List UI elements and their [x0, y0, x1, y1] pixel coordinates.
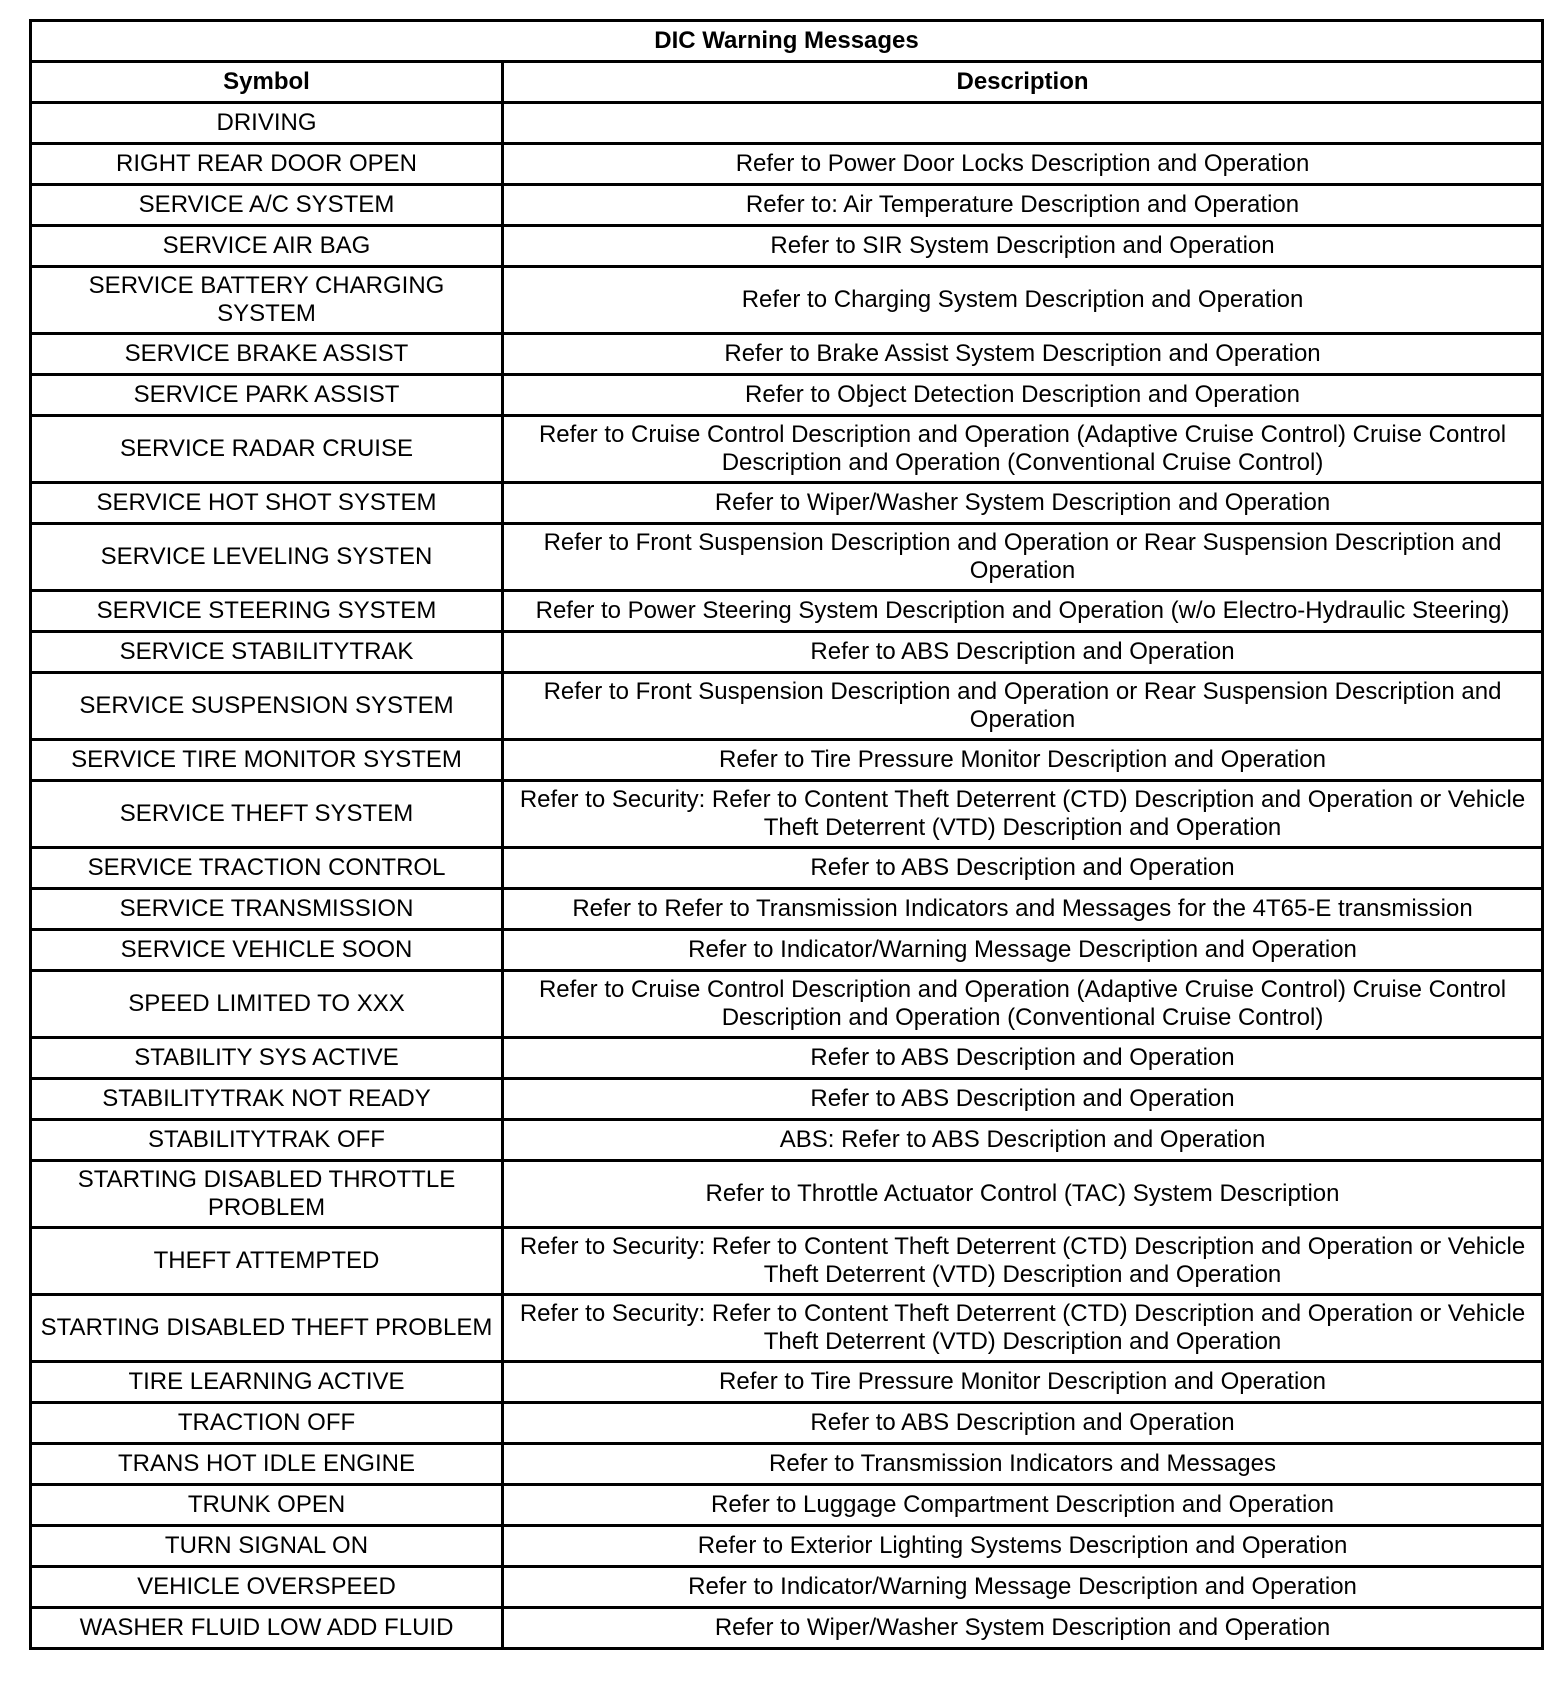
table-row [31, 1362, 1543, 1403]
table-row [31, 375, 1543, 416]
table-row [31, 781, 1543, 848]
symbol-cell: DRIVING [31, 103, 503, 144]
symbol-cell: STABILITY SYS ACTIVE [31, 1038, 503, 1079]
description-column-header: Description [503, 62, 1543, 103]
table-row [31, 1526, 1543, 1567]
table-row [31, 416, 1543, 483]
table-row [31, 483, 1543, 524]
symbol-cell: SERVICE A/C SYSTEM [31, 185, 503, 226]
description-cell: Refer to Object Detection Description and Operation [503, 375, 1543, 416]
table-row [31, 1608, 1543, 1649]
symbol-cell: TIRE LEARNING ACTIVE [31, 1362, 503, 1403]
symbol-cell: SERVICE BATTERY CHARGING SYSTEM [31, 267, 503, 334]
description-cell: Refer to ABS Description and Operation [503, 1038, 1543, 1079]
table-row [31, 1403, 1543, 1444]
table-body [31, 103, 1543, 1649]
description-cell: Refer to Indicator/Warning Message Description and Operation [503, 1567, 1543, 1608]
symbol-cell: STARTING DISABLED THROTTLE PROBLEM [31, 1161, 503, 1228]
table-row [31, 632, 1543, 673]
symbol-cell: VEHICLE OVERSPEED [31, 1567, 503, 1608]
description-cell: Refer to Indicator/Warning Message Description and Operation [503, 930, 1543, 971]
description-cell: Refer to SIR System Description and Operation [503, 226, 1543, 267]
symbol-cell: RIGHT REAR DOOR OPEN [31, 144, 503, 185]
symbol-cell: WASHER FLUID LOW ADD FLUID [31, 1608, 503, 1649]
table-row [31, 334, 1543, 375]
description-cell: Refer to Brake Assist System Description and Operation [503, 334, 1543, 375]
table-row [31, 1444, 1543, 1485]
description-cell: Refer to Security: Refer to Content Theft Deterrent (CTD) Description and Operation or Vehicle Theft Deterrent (VTD) Description and Operation [503, 1295, 1543, 1362]
symbol-cell: SERVICE BRAKE ASSIST [31, 334, 503, 375]
description-cell: Refer to Exterior Lighting Systems Description and Operation [503, 1526, 1543, 1567]
symbol-cell: TRANS HOT IDLE ENGINE [31, 1444, 503, 1485]
table-row [31, 1079, 1543, 1120]
description-cell: Refer to Power Steering System Description and Operation (w/o Electro-Hydraulic Steering) [503, 591, 1543, 632]
description-cell: Refer to Wiper/Washer System Description and Operation [503, 483, 1543, 524]
symbol-cell: SERVICE PARK ASSIST [31, 375, 503, 416]
description-cell: Refer to Tire Pressure Monitor Description and Operation [503, 740, 1543, 781]
dic-warning-messages-table [29, 19, 1544, 1650]
symbol-cell: SERVICE AIR BAG [31, 226, 503, 267]
symbol-cell: SERVICE VEHICLE SOON [31, 930, 503, 971]
symbol-cell: SERVICE HOT SHOT SYSTEM [31, 483, 503, 524]
symbol-cell: STARTING DISABLED THEFT PROBLEM [31, 1295, 503, 1362]
table-row [31, 591, 1543, 632]
table-header-row [31, 62, 1543, 103]
description-cell: ABS: Refer to ABS Description and Operation [503, 1120, 1543, 1161]
table-row [31, 524, 1543, 591]
symbol-cell: SERVICE THEFT SYSTEM [31, 781, 503, 848]
description-cell: Refer to Transmission Indicators and Messages [503, 1444, 1543, 1485]
table-row [31, 267, 1543, 334]
table-row [31, 1161, 1543, 1228]
table-row [31, 971, 1543, 1038]
table-row [31, 889, 1543, 930]
symbol-cell: TRUNK OPEN [31, 1485, 503, 1526]
symbol-cell: SERVICE STABILITYTRAK [31, 632, 503, 673]
table-row [31, 226, 1543, 267]
symbol-cell: SERVICE SUSPENSION SYSTEM [31, 673, 503, 740]
table-row [31, 1485, 1543, 1526]
description-cell: Refer to Refer to Transmission Indicators and Messages for the 4T65-E transmission [503, 889, 1543, 930]
symbol-cell: TRACTION OFF [31, 1403, 503, 1444]
table-title-row [31, 21, 1543, 62]
description-cell: Refer to Charging System Description and Operation [503, 267, 1543, 334]
description-cell: Refer to ABS Description and Operation [503, 1403, 1543, 1444]
description-cell: Refer to ABS Description and Operation [503, 1079, 1543, 1120]
table-row [31, 103, 1543, 144]
description-cell: Refer to Security: Refer to Content Theft Deterrent (CTD) Description and Operation or Vehicle Theft Deterrent (VTD) Description and Operation [503, 781, 1543, 848]
table-row [31, 144, 1543, 185]
description-cell: Refer to Wiper/Washer System Description and Operation [503, 1608, 1543, 1649]
description-cell: Refer to ABS Description and Operation [503, 848, 1543, 889]
symbol-cell: STABILITYTRAK OFF [31, 1120, 503, 1161]
table-row [31, 930, 1543, 971]
symbol-column-header: Symbol [31, 62, 503, 103]
symbol-cell: SERVICE RADAR CRUISE [31, 416, 503, 483]
symbol-cell: SERVICE TIRE MONITOR SYSTEM [31, 740, 503, 781]
table-row [31, 185, 1543, 226]
table-row [31, 1567, 1543, 1608]
symbol-cell: SPEED LIMITED TO XXX [31, 971, 503, 1038]
description-cell: Refer to ABS Description and Operation [503, 632, 1543, 673]
table-row [31, 1228, 1543, 1295]
description-cell: Refer to Power Door Locks Description and Operation [503, 144, 1543, 185]
description-cell: Refer to Cruise Control Description and Operation (Adaptive Cruise Control) Cruise Control Description and Operation (Conventional Cruise Control) [503, 416, 1543, 483]
description-cell: Refer to Front Suspension Description and Operation or Rear Suspension Description and Operation [503, 524, 1543, 591]
symbol-cell: SERVICE TRANSMISSION [31, 889, 503, 930]
table-title: DIC Warning Messages [31, 21, 1543, 62]
table-row [31, 1295, 1543, 1362]
description-cell: Refer to Security: Refer to Content Theft Deterrent (CTD) Description and Operation or Vehicle Theft Deterrent (VTD) Description and Operation [503, 1228, 1543, 1295]
table-row [31, 848, 1543, 889]
symbol-cell: SERVICE TRACTION CONTROL [31, 848, 503, 889]
symbol-cell: SERVICE STEERING SYSTEM [31, 591, 503, 632]
description-cell [503, 103, 1543, 144]
symbol-cell: STABILITYTRAK NOT READY [31, 1079, 503, 1120]
description-cell: Refer to Cruise Control Description and Operation (Adaptive Cruise Control) Cruise Control Description and Operation (Conventional Cruise Control) [503, 971, 1543, 1038]
symbol-cell: SERVICE LEVELING SYSTEN [31, 524, 503, 591]
description-cell: Refer to Front Suspension Description and Operation or Rear Suspension Description and Operation [503, 673, 1543, 740]
table-row [31, 1038, 1543, 1079]
symbol-cell: THEFT ATTEMPTED [31, 1228, 503, 1295]
description-cell: Refer to Luggage Compartment Description and Operation [503, 1485, 1543, 1526]
table-row [31, 1120, 1543, 1161]
description-cell: Refer to Tire Pressure Monitor Description and Operation [503, 1362, 1543, 1403]
description-cell: Refer to: Air Temperature Description and Operation [503, 185, 1543, 226]
table-row [31, 673, 1543, 740]
description-cell: Refer to Throttle Actuator Control (TAC) System Description [503, 1161, 1543, 1228]
table-row [31, 740, 1543, 781]
symbol-cell: TURN SIGNAL ON [31, 1526, 503, 1567]
